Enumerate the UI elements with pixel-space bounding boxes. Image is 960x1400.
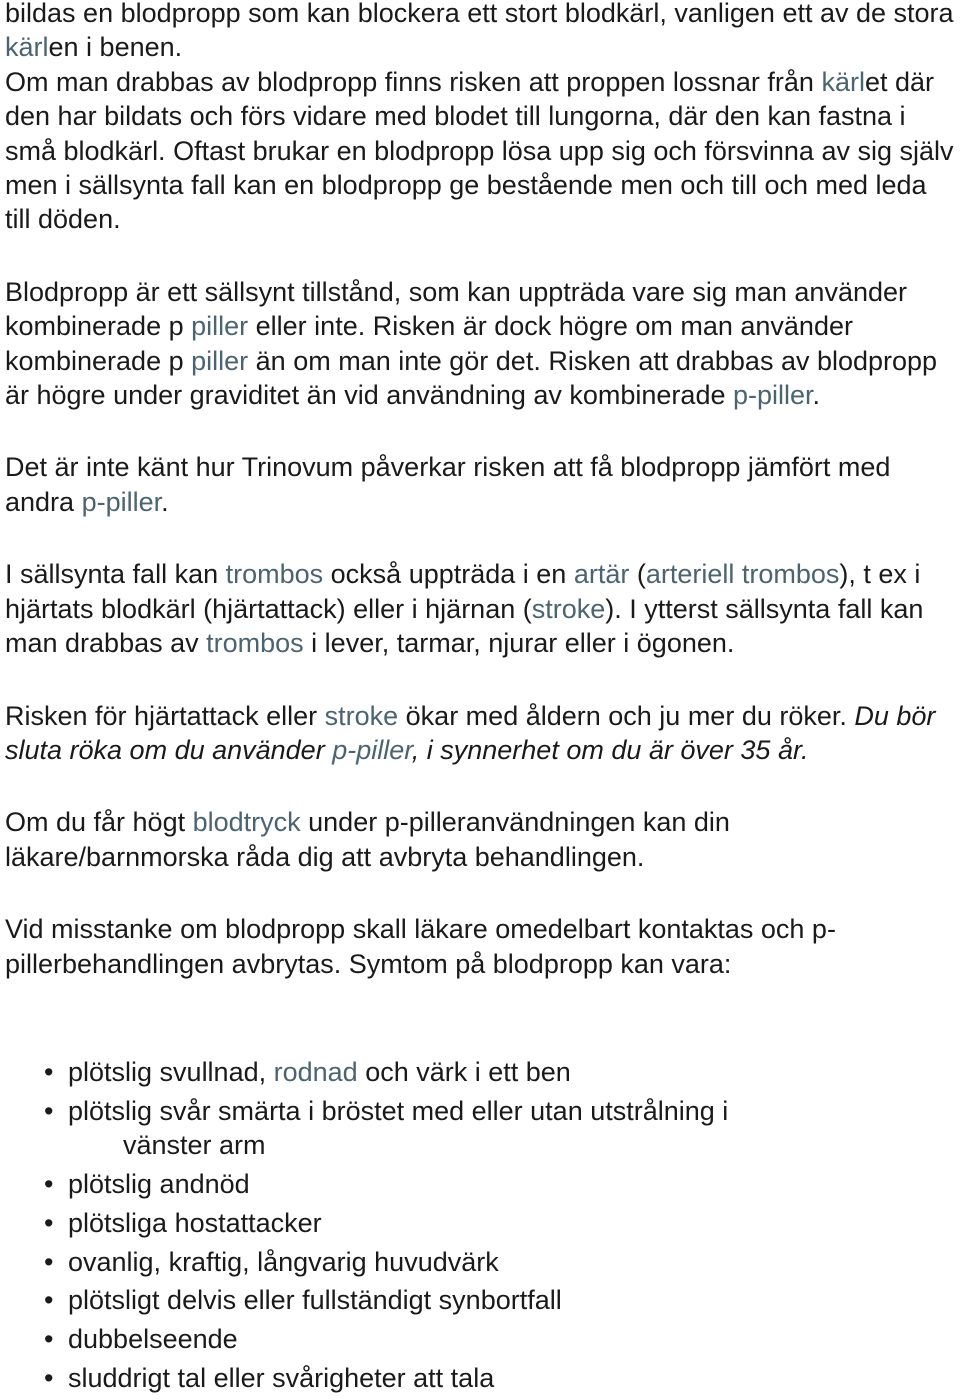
text-span: Risken för hjärtattack eller [5,700,325,731]
bullet-icon: • [44,1285,54,1316]
text-span: Du bör sluta röka om du använder [5,700,936,765]
text-span: . [161,486,169,517]
text-span: under p-pilleranvändningen kan din läkare/barnmorska råda dig att avbryta behandlingen. [5,807,730,872]
link-trombos-1[interactable]: trombos [225,559,324,590]
paragraph-heart-attack-risk [5,699,957,768]
text-span: och värk i ett ben [357,1057,571,1087]
paragraph-blood-pressure [5,805,957,874]
bullet-icon: • [44,1057,54,1087]
link-artar[interactable]: artär [573,559,630,590]
text-span: Om man drabbas av blodpropp finns risken att proppen lossnar från [5,66,822,97]
text-span: plötslig svullnad, [68,1057,274,1087]
list-item [5,1361,957,1395]
list-item [5,1094,957,1163]
link-stroke-2[interactable]: stroke [324,700,399,731]
list-item [5,1322,957,1356]
paragraph-blood-clot-intro [5,0,957,237]
text-span: et där den har bildats och förs vidare med blodet till lungorna, där den kan fastna i små blodkärl. Oftast brukar en blodpropp lösa upp sig och försvinna av sig själv men i sällsynta fall kan en blodpropp ge bestående men och till och med leda till döden. [5,66,954,235]
text-span: , i synnerhet om du är över 35 år. [411,734,809,765]
list-item [5,1167,957,1201]
link-piller-2[interactable]: piller [191,345,249,376]
paragraph-trinovum-risk [5,450,957,519]
bullet-icon: • [44,1324,54,1355]
link-stroke-1[interactable]: stroke [531,593,606,624]
paragraph-suspicion [5,912,957,981]
text-span: ovanlig, kraftig, långvarig huvudvärk [68,1246,499,1277]
text-span: än om man inte gör det. Risken att drabbas av blodpropp är högre under graviditet än vid användning av kombinerade [5,345,938,411]
bullet-icon: • [44,1169,54,1199]
text-span: Om du får högt [5,807,193,838]
text-span: bildas en blodpropp som kan blockera ett stort blodkärl, vanligen ett av de stora [5,0,954,28]
text-span: plötslig andnöd [68,1169,250,1199]
link-piller-1[interactable]: piller [191,311,249,342]
list-item [5,1055,957,1089]
paragraph-rare-condition [5,275,957,413]
text-span: ), t ex i hjärtats blodkärl (hjärtattack) eller i hjärnan ( [5,559,921,624]
text-span: Det är inte känt hur Trinovum påverkar risken att få blodpropp jämfört med andra [5,452,891,517]
link-p-piller-2[interactable]: p-piller [81,486,162,517]
text-span: också uppträda i en [323,559,574,590]
text-span: dubbelseende [68,1324,238,1355]
text-span-continuation: vänster arm [123,1130,266,1161]
list-item [5,1283,957,1317]
text-span: plötsliga hostattacker [68,1207,322,1238]
text-span: i lever, tarmar, njurar eller i ögonen. [303,628,735,659]
text-span: plötslig svår smärta i bröstet med eller utan utstrålning i [68,1095,729,1126]
text-span: plötsligt delvis eller fullständigt synbortfall [68,1285,562,1316]
bullet-icon: • [44,1095,54,1126]
text-span: ökar med åldern och ju mer du röker. [398,700,855,731]
text-span: ( [629,559,646,590]
paragraph-arterial-thrombosis [5,557,957,660]
link-arteriell-trombos[interactable]: arteriell trombos [645,559,840,590]
link-p-piller-1[interactable]: p-piller [732,380,813,411]
list-item [5,1245,957,1279]
link-p-piller-3[interactable]: p-piller [332,734,412,765]
link-karl-1[interactable]: kärl [5,32,49,63]
link-trombos-2[interactable]: trombos [206,628,304,659]
text-span: ). I ytterst sällsynta fall kan man drabbas av [5,593,924,659]
document-page [5,0,957,1393]
symptom-list [5,1055,957,1400]
link-blodtryck[interactable]: blodtryck [192,807,301,838]
text-span: Blodpropp är ett sällsynt tillstånd, som kan uppträda vare sig man använder kombinerade p [5,276,907,342]
text-span: eller inte. Risken är dock högre om man använder kombinerade p [5,311,853,376]
list-item [5,1206,957,1240]
text-span: Vid misstanke om blodpropp skall läkare omedelbart kontaktas och p-pillerbehandlingen avbrytas. Symtom på blodpropp kan vara: [5,914,836,979]
link-rodnad[interactable]: rodnad [273,1057,358,1087]
text-span: sluddrigt tal eller svårigheter att tala [68,1362,495,1393]
bullet-icon: • [44,1246,54,1277]
text-span: . [812,380,821,411]
text-span: en i benen. [48,32,183,63]
bullet-icon: • [44,1362,54,1393]
bullet-icon: • [44,1207,54,1238]
text-span: I sällsynta fall kan [5,559,226,590]
link-karl-2[interactable]: kärl [821,66,865,97]
